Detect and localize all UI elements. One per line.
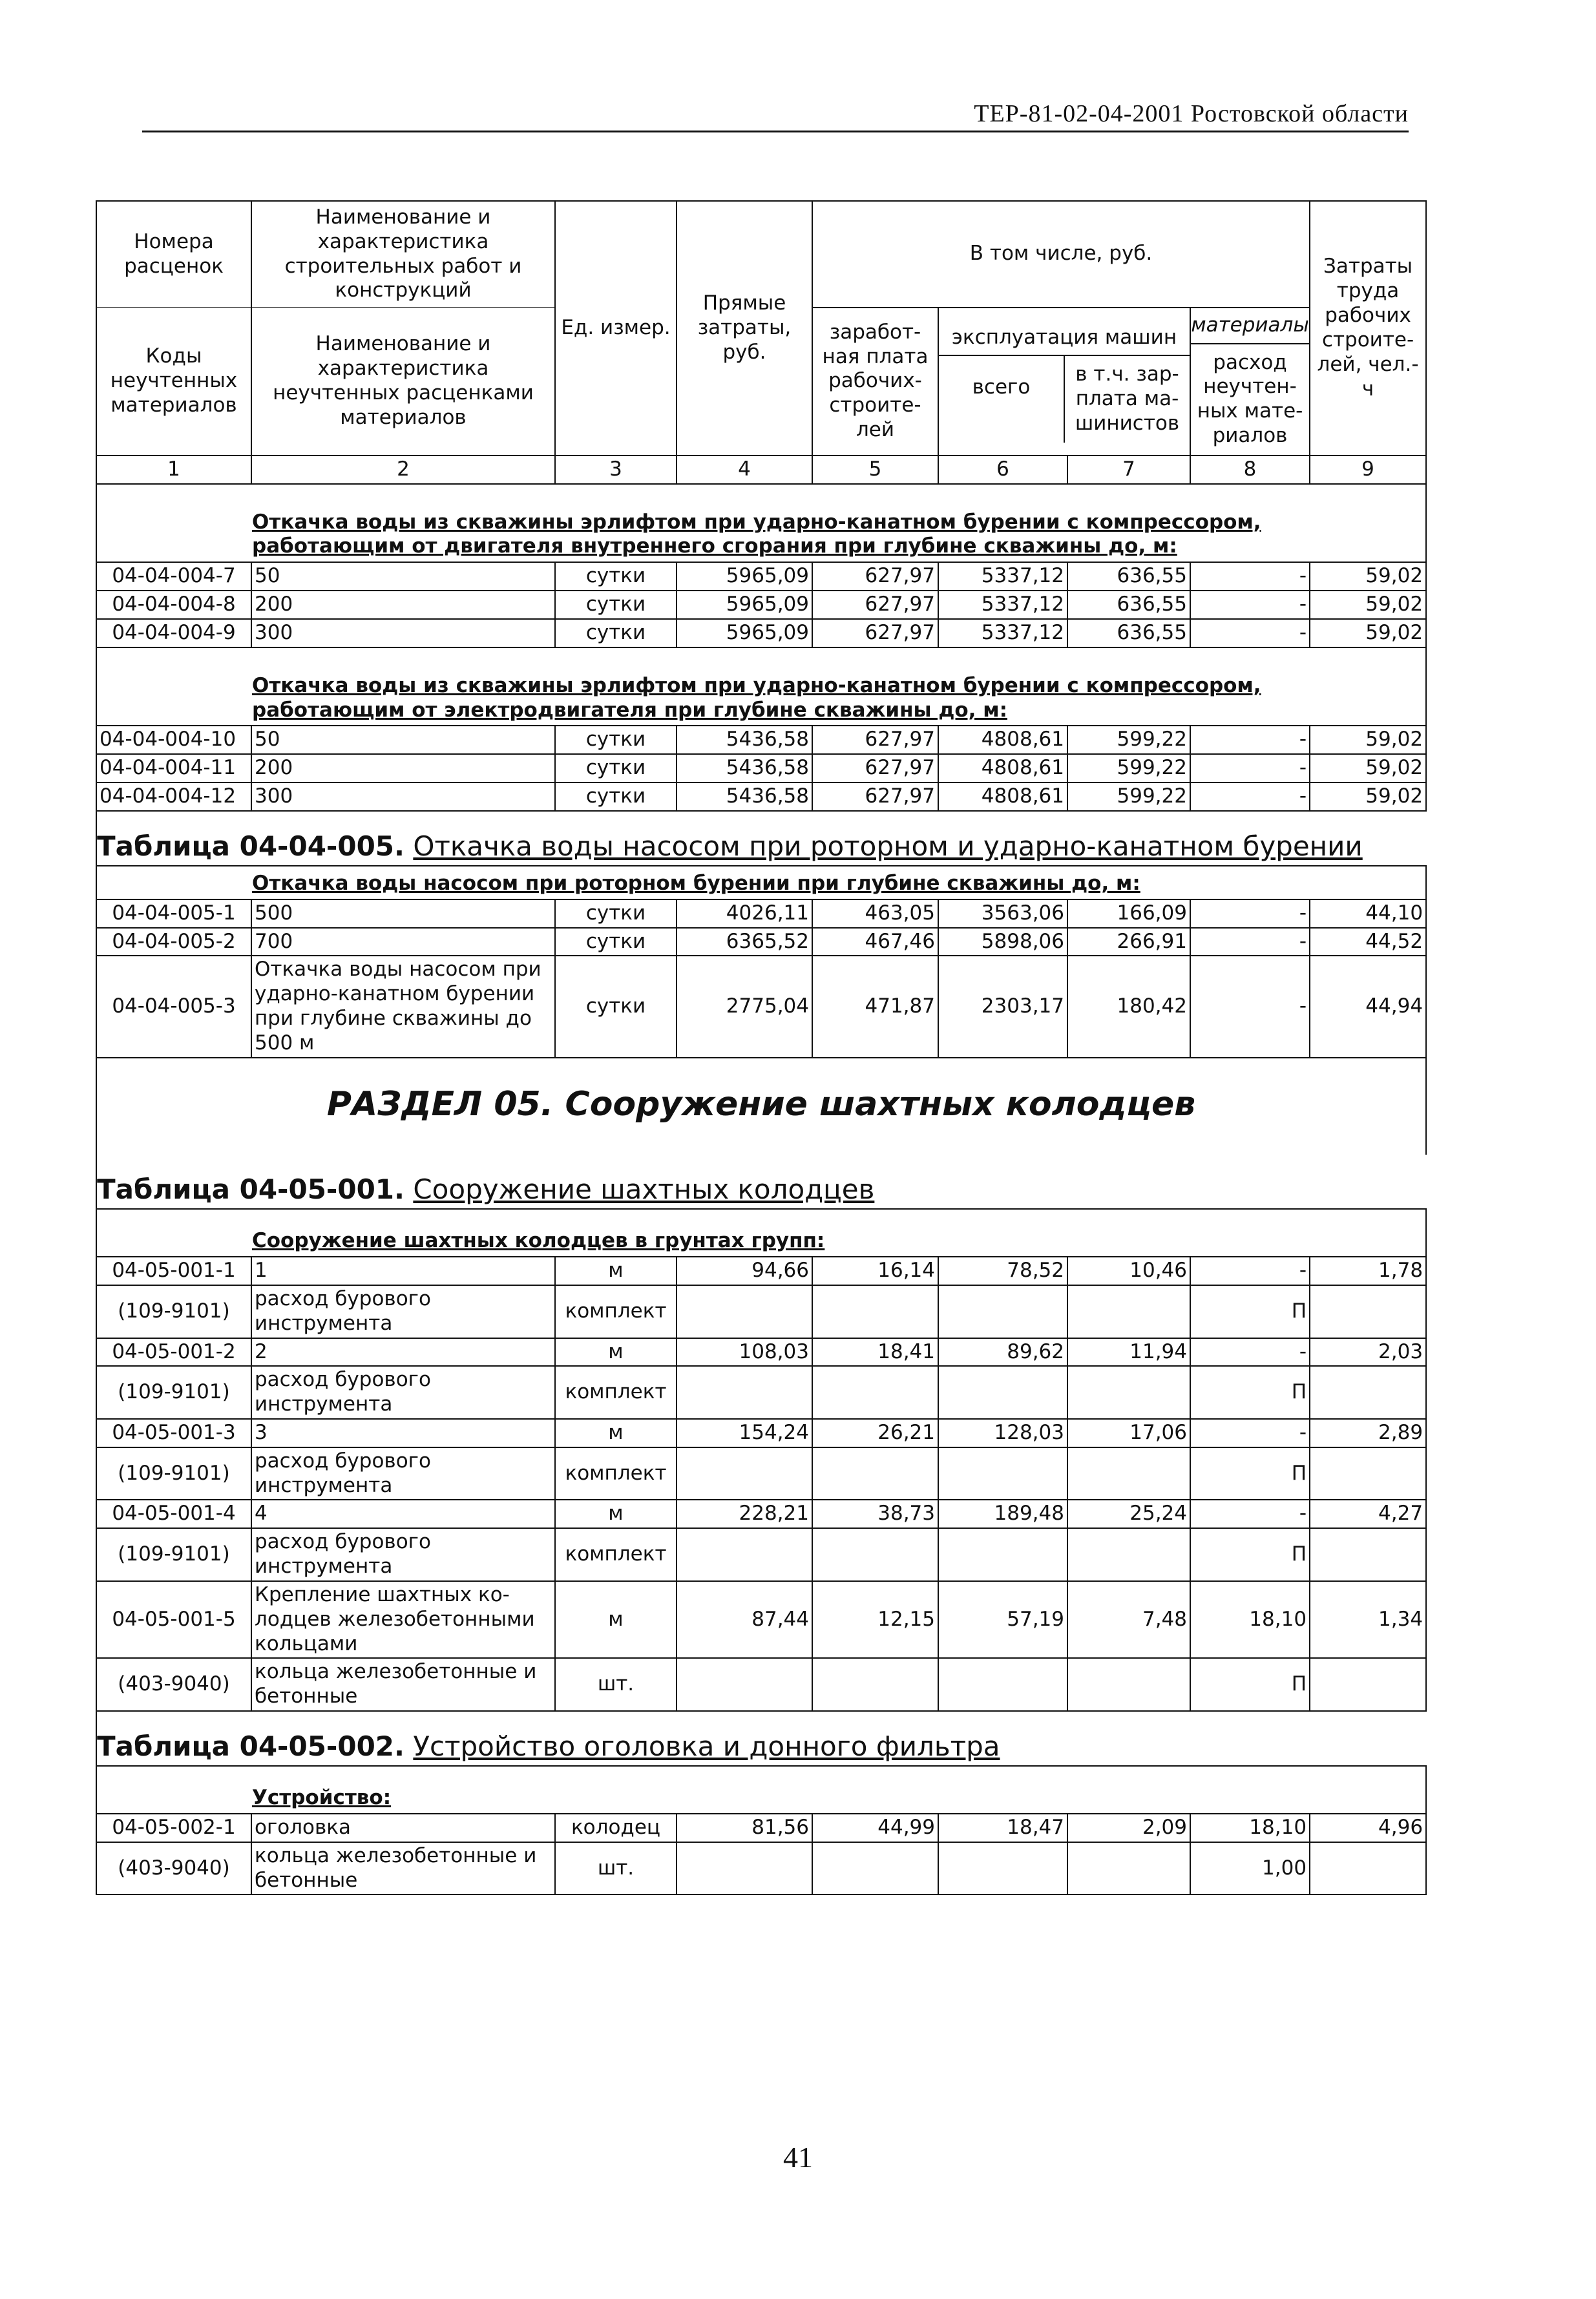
- wage-cost: 627,97: [812, 619, 938, 647]
- material-code: (403-9040): [96, 1658, 251, 1711]
- page-header: [142, 98, 1409, 132]
- direct-cost: 5436,58: [677, 782, 812, 811]
- section-title-row: [96, 484, 1426, 563]
- unit: м: [555, 1419, 677, 1447]
- col-machine-header: [938, 308, 1190, 456]
- direct-cost: 108,03: [677, 1338, 812, 1367]
- table-row: [96, 1581, 1426, 1658]
- col-wage-header: заработ- ная плата рабочих- строите- лей: [812, 308, 938, 456]
- table-title-row: [96, 1155, 1426, 1209]
- wage-cost: 471,87: [812, 956, 938, 1057]
- machine-cost: 4808,61: [938, 782, 1067, 811]
- work-name: 300: [251, 619, 555, 647]
- machine-cost: 4808,61: [938, 754, 1067, 782]
- rate-code: 04-04-005-3: [96, 956, 251, 1057]
- unit: сутки: [555, 619, 677, 647]
- machinist-wage: 180,42: [1067, 956, 1190, 1057]
- labor-cost: 44,52: [1310, 928, 1426, 956]
- wage-cost: 627,97: [812, 782, 938, 811]
- col-matname-header: Наименование и характеристика неучтенных расценками материалов: [251, 308, 555, 456]
- wage-cost: 38,73: [812, 1500, 938, 1528]
- direct-cost: 94,66: [677, 1257, 812, 1285]
- table-row: [96, 1419, 1426, 1447]
- material-unit: комплект: [555, 1528, 677, 1581]
- subsection-title-row: [96, 1209, 1426, 1257]
- unit: сутки: [555, 782, 677, 811]
- machinist-wage: 17,06: [1067, 1419, 1190, 1447]
- table-row: [96, 1814, 1426, 1842]
- work-name: 1: [251, 1257, 555, 1285]
- machinist-wage: 599,22: [1067, 726, 1190, 754]
- materials-cost: -: [1190, 562, 1310, 591]
- machine-cost: 3563,06: [938, 899, 1067, 928]
- material-consumption: П: [1190, 1285, 1310, 1338]
- table-title: Сооружение шахтных колодцев: [413, 1173, 875, 1206]
- wage-cost: 467,46: [812, 928, 938, 956]
- materials-cost: -: [1190, 956, 1310, 1057]
- col-mat-title: материалы: [1191, 308, 1309, 344]
- labor-cost: 1,34: [1310, 1581, 1426, 1658]
- subsection-title: Откачка воды насосом при роторном бурении при глубине скважины до, м:: [252, 871, 1140, 895]
- work-name: 200: [251, 591, 555, 619]
- unit: сутки: [555, 899, 677, 928]
- col-direct-header: Прямые затраты, руб.: [677, 201, 812, 456]
- machinist-wage: 7,48: [1067, 1581, 1190, 1658]
- direct-cost: 4026,11: [677, 899, 812, 928]
- materials-cost: -: [1190, 591, 1310, 619]
- col-machine-title: эксплуатация машин: [939, 320, 1190, 357]
- subsection-title: Сооружение шахтных колодцев в грунтах групп:: [252, 1229, 825, 1253]
- col-name-header: Наименование и характеристика строительных работ и конструкций: [251, 201, 555, 308]
- machine-cost: 4808,61: [938, 726, 1067, 754]
- labor-cost: 59,02: [1310, 619, 1426, 647]
- unit: сутки: [555, 928, 677, 956]
- rate-code: 04-04-004-7: [96, 562, 251, 591]
- labor-cost: 2,89: [1310, 1419, 1426, 1447]
- header-row: [96, 201, 1426, 308]
- col-materials-header: [1190, 308, 1310, 456]
- table-title: Устройство оголовка и донного фильтра: [413, 1730, 1000, 1762]
- work-name: 4: [251, 1500, 555, 1528]
- material-unit: шт.: [555, 1842, 677, 1895]
- wage-cost: 16,14: [812, 1257, 938, 1285]
- material-row: [96, 1366, 1426, 1419]
- table-row: [96, 956, 1426, 1057]
- materials-cost: -: [1190, 754, 1310, 782]
- unit: сутки: [555, 754, 677, 782]
- materials-cost: -: [1190, 782, 1310, 811]
- unit: сутки: [555, 956, 677, 1057]
- unit: сутки: [555, 726, 677, 754]
- column-number: 2: [251, 456, 555, 484]
- work-name: оголовка: [251, 1814, 555, 1842]
- subsection-title: Устройство:: [252, 1786, 392, 1810]
- table-row: [96, 1500, 1426, 1528]
- table-number: Таблица 04-05-002.: [97, 1730, 404, 1762]
- material-row: [96, 1842, 1426, 1895]
- labor-cost: 59,02: [1310, 562, 1426, 591]
- wage-cost: 44,99: [812, 1814, 938, 1842]
- subsection-title-row: [96, 1766, 1426, 1814]
- rate-code: 04-04-004-8: [96, 591, 251, 619]
- wage-cost: 463,05: [812, 899, 938, 928]
- direct-cost: 5436,58: [677, 726, 812, 754]
- material-row: [96, 1447, 1426, 1500]
- direct-cost: 5965,09: [677, 562, 812, 591]
- labor-cost: 59,02: [1310, 782, 1426, 811]
- direct-cost: 5965,09: [677, 619, 812, 647]
- rate-code: 04-04-005-2: [96, 928, 251, 956]
- col-mat-sub: расход неучтен- ных мате- риалов: [1197, 350, 1303, 447]
- work-name: 500: [251, 899, 555, 928]
- labor-cost: 2,03: [1310, 1338, 1426, 1367]
- direct-cost: 228,21: [677, 1500, 812, 1528]
- materials-cost: -: [1190, 1500, 1310, 1528]
- table-row: [96, 754, 1426, 782]
- wage-cost: 26,21: [812, 1419, 938, 1447]
- material-consumption: П: [1190, 1528, 1310, 1581]
- column-number: 6: [938, 456, 1067, 484]
- table-row: [96, 726, 1426, 754]
- column-number: 3: [555, 456, 677, 484]
- rate-code: 04-05-001-1: [96, 1257, 251, 1285]
- col-mach-total-header: всего: [939, 356, 1065, 442]
- material-unit: комплект: [555, 1285, 677, 1338]
- column-number: 1: [96, 456, 251, 484]
- machine-cost: 189,48: [938, 1500, 1067, 1528]
- materials-cost: -: [1190, 899, 1310, 928]
- materials-cost: 18,10: [1190, 1814, 1310, 1842]
- direct-cost: 5965,09: [677, 591, 812, 619]
- material-name: расход бурового инструмента: [251, 1528, 555, 1581]
- labor-cost: 59,02: [1310, 591, 1426, 619]
- work-name: 700: [251, 928, 555, 956]
- table-title: Откачка воды насосом при роторном и ударно-канатном бурении: [413, 830, 1363, 862]
- materials-cost: -: [1190, 726, 1310, 754]
- direct-cost: 6365,52: [677, 928, 812, 956]
- labor-cost: 4,27: [1310, 1500, 1426, 1528]
- material-code: (109-9101): [96, 1366, 251, 1419]
- materials-cost: -: [1190, 1419, 1310, 1447]
- column-number: 9: [1310, 456, 1426, 484]
- section-title: Откачка воды из скважины эрлифтом при ударно-канатном бурении с компрессором, работающим от двигателя внутреннего сгорания при глубине скважины до, м:: [252, 510, 1261, 558]
- column-number: 4: [677, 456, 812, 484]
- col-labor-header: Затраты труда рабочих строите- лей, чел.-ч: [1310, 201, 1426, 456]
- unit: сутки: [555, 562, 677, 591]
- material-consumption: 1,00: [1190, 1842, 1310, 1895]
- machinist-wage: 166,09: [1067, 899, 1190, 928]
- material-consumption: П: [1190, 1447, 1310, 1500]
- work-name: Откачка воды насосом при ударно-канатном бурении при глубине скважины до 500 м: [251, 956, 555, 1057]
- rate-code: 04-05-001-5: [96, 1581, 251, 1658]
- table-body: [96, 201, 1426, 1895]
- material-unit: комплект: [555, 1366, 677, 1419]
- machine-cost: 128,03: [938, 1419, 1067, 1447]
- rate-code: 04-04-004-12: [96, 782, 251, 811]
- section-heading: РАЗДЕЛ 05. Сооружение шахтных колодцев: [96, 1058, 1426, 1155]
- machine-cost: 5337,12: [938, 591, 1067, 619]
- material-name: расход бурового инструмента: [251, 1366, 555, 1419]
- rate-code: 04-05-001-2: [96, 1338, 251, 1367]
- direct-cost: 5436,58: [677, 754, 812, 782]
- rate-code: 04-05-002-1: [96, 1814, 251, 1842]
- direct-cost: 2775,04: [677, 956, 812, 1057]
- machinist-wage: 266,91: [1067, 928, 1190, 956]
- column-number: 8: [1190, 456, 1310, 484]
- price-table: [96, 200, 1427, 1895]
- machine-cost: 5337,12: [938, 619, 1067, 647]
- machinist-wage: 636,55: [1067, 562, 1190, 591]
- machinist-wage: 2,09: [1067, 1814, 1190, 1842]
- wage-cost: 12,15: [812, 1581, 938, 1658]
- materials-cost: -: [1190, 928, 1310, 956]
- work-name: 2: [251, 1338, 555, 1367]
- materials-cost: 18,10: [1190, 1581, 1310, 1658]
- unit: м: [555, 1581, 677, 1658]
- machinist-wage: 11,94: [1067, 1338, 1190, 1367]
- unit: колодец: [555, 1814, 677, 1842]
- material-row: [96, 1528, 1426, 1581]
- material-name: расход бурового инструмента: [251, 1447, 555, 1500]
- material-unit: шт.: [555, 1658, 677, 1711]
- rate-code: 04-05-001-3: [96, 1419, 251, 1447]
- wage-cost: 627,97: [812, 591, 938, 619]
- rate-code: 04-04-004-10: [96, 726, 251, 754]
- col-mach-wage-header: в т.ч. зар- плата ма- шинистов: [1075, 362, 1180, 436]
- machine-cost: 2303,17: [938, 956, 1067, 1057]
- work-name: 50: [251, 726, 555, 754]
- machine-cost: 57,19: [938, 1581, 1067, 1658]
- rate-code: 04-04-005-1: [96, 899, 251, 928]
- material-code: (403-9040): [96, 1842, 251, 1895]
- material-consumption: П: [1190, 1658, 1310, 1711]
- page-number: 41: [783, 2141, 813, 2174]
- table-row: [96, 562, 1426, 591]
- machinist-wage: 599,22: [1067, 782, 1190, 811]
- table-row: [96, 928, 1426, 956]
- machine-cost: 5898,06: [938, 928, 1067, 956]
- col-group-header: В том числе, руб.: [812, 201, 1310, 308]
- material-consumption: П: [1190, 1366, 1310, 1419]
- col-unit-header: Ед. измер.: [555, 201, 677, 456]
- rate-code: 04-04-004-9: [96, 619, 251, 647]
- wage-cost: 627,97: [812, 754, 938, 782]
- machinist-wage: 25,24: [1067, 1500, 1190, 1528]
- unit: м: [555, 1338, 677, 1367]
- section-title-row: [96, 647, 1426, 726]
- labor-cost: 44,10: [1310, 899, 1426, 928]
- material-row: [96, 1658, 1426, 1711]
- column-numbers-row: [96, 456, 1426, 484]
- col-machine-sub: [939, 356, 1190, 442]
- table-row: [96, 619, 1426, 647]
- unit: сутки: [555, 591, 677, 619]
- table-row: [96, 1257, 1426, 1285]
- machinist-wage: 636,55: [1067, 619, 1190, 647]
- materials-cost: -: [1190, 619, 1310, 647]
- table-row: [96, 591, 1426, 619]
- section-title: Откачка воды из скважины эрлифтом при ударно-канатном бурении с компрессором, работающим от электродвигателя при глубине скважины до, м:: [252, 673, 1261, 722]
- labor-cost: 59,02: [1310, 754, 1426, 782]
- column-number: 7: [1067, 456, 1190, 484]
- machinist-wage: 10,46: [1067, 1257, 1190, 1285]
- col-code-header: Номера расценок: [96, 201, 251, 308]
- materials-cost: -: [1190, 1338, 1310, 1367]
- table-number: Таблица 04-05-001.: [97, 1173, 404, 1206]
- direct-cost: 87,44: [677, 1581, 812, 1658]
- material-unit: комплект: [555, 1447, 677, 1500]
- labor-cost: 44,94: [1310, 956, 1426, 1057]
- table-title-row: [96, 811, 1426, 866]
- material-code: (109-9101): [96, 1447, 251, 1500]
- machinist-wage: 636,55: [1067, 591, 1190, 619]
- labor-cost: 1,78: [1310, 1257, 1426, 1285]
- subsection-title-row: [96, 866, 1426, 899]
- col-matcode-header: Коды неучтенных материалов: [96, 308, 251, 456]
- work-name: Крепление шахтных ко- лодцев железобетонными кольцами: [251, 1581, 555, 1658]
- table-row: [96, 782, 1426, 811]
- rate-code: 04-04-004-11: [96, 754, 251, 782]
- material-code: (109-9101): [96, 1285, 251, 1338]
- machine-cost: 5337,12: [938, 562, 1067, 591]
- work-name: 300: [251, 782, 555, 811]
- material-name: расход бурового инструмента: [251, 1285, 555, 1338]
- machinist-wage: 599,22: [1067, 754, 1190, 782]
- machine-cost: 18,47: [938, 1814, 1067, 1842]
- work-name: 50: [251, 562, 555, 591]
- material-code: (109-9101): [96, 1528, 251, 1581]
- machine-cost: 78,52: [938, 1257, 1067, 1285]
- work-name: 3: [251, 1419, 555, 1447]
- machine-cost: 89,62: [938, 1338, 1067, 1367]
- column-number: 5: [812, 456, 938, 484]
- materials-cost: -: [1190, 1257, 1310, 1285]
- wage-cost: 627,97: [812, 562, 938, 591]
- material-name: кольца железобетонные и бетонные: [251, 1658, 555, 1711]
- table-row: [96, 1338, 1426, 1367]
- unit: м: [555, 1500, 677, 1528]
- document-code: ТЕР-81-02-04-2001 Ростовской области: [974, 100, 1409, 127]
- direct-cost: 81,56: [677, 1814, 812, 1842]
- labor-cost: 59,02: [1310, 726, 1426, 754]
- material-name: кольца железобетонные и бетонные: [251, 1842, 555, 1895]
- section-heading-row: [96, 1058, 1426, 1155]
- rate-code: 04-05-001-4: [96, 1500, 251, 1528]
- unit: м: [555, 1257, 677, 1285]
- work-name: 200: [251, 754, 555, 782]
- wage-cost: 627,97: [812, 726, 938, 754]
- direct-cost: 154,24: [677, 1419, 812, 1447]
- table-title-row: [96, 1711, 1426, 1766]
- table-row: [96, 899, 1426, 928]
- labor-cost: 4,96: [1310, 1814, 1426, 1842]
- table-number: Таблица 04-04-005.: [97, 830, 404, 862]
- material-row: [96, 1285, 1426, 1338]
- wage-cost: 18,41: [812, 1338, 938, 1367]
